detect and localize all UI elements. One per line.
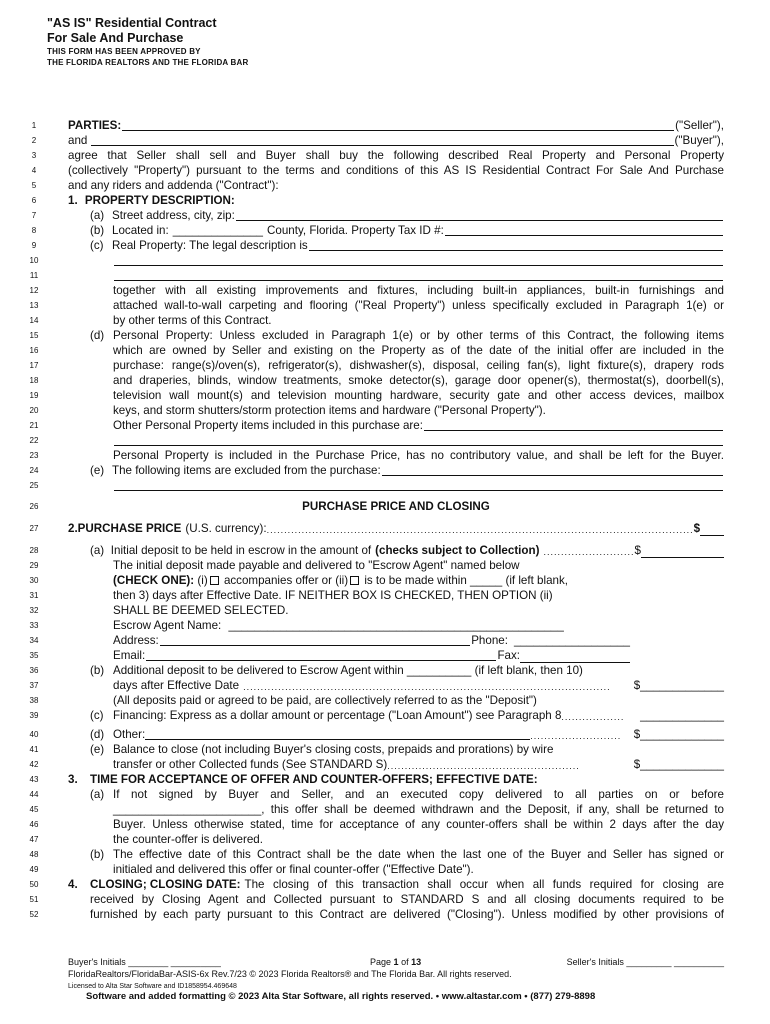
contract-line-22 <box>0 433 770 448</box>
contract-line-42: 42 transfer or other Collected funds (See STANDARD S) ....................................................... $ _____________ <box>0 757 770 772</box>
line-number: 1 <box>31 121 37 130</box>
page-of-label: of <box>401 957 409 967</box>
line-number: 34 <box>29 636 39 645</box>
checkbox-icon[interactable] <box>210 576 219 585</box>
approval-line: THE FLORIDA REALTORS AND THE FLORIDA BAR <box>47 58 249 67</box>
dollar-sign: $ <box>633 728 641 741</box>
line-number: 14 <box>29 316 39 325</box>
section-number: 2. <box>68 522 78 535</box>
form-title: "AS IS" Residential Contract <box>47 16 217 30</box>
financing-label: Financing: Express as a dollar amount or percentage ("Loan Amount") see Paragraph 8 <box>113 709 562 722</box>
form-header <box>47 16 248 68</box>
tax-id-field[interactable] <box>445 225 723 236</box>
other-description-field[interactable] <box>145 729 530 740</box>
phone-label: Phone: <box>471 634 508 647</box>
contract-line-45 <box>0 802 770 817</box>
contract-line-13 <box>0 298 770 313</box>
contract-line-26 <box>0 499 770 514</box>
line-number: 20 <box>29 406 39 415</box>
option-ii-text: is to be made within _____ (if left blank, <box>364 574 568 587</box>
contract-line-10 <box>0 253 770 268</box>
contract-text: keys, and storm shutters/storm protection items and hardware ("Personal Property"). <box>113 404 546 417</box>
buyer-name-field[interactable] <box>91 135 673 146</box>
contract-text: by other terms of this Contract. <box>113 314 272 327</box>
line-number: 26 <box>29 502 39 511</box>
item-label: (b) <box>90 848 105 861</box>
loan-amount-field[interactable]: _____________ <box>640 709 724 722</box>
located-in-label: Located in: <box>112 224 169 237</box>
contract-line-11 <box>0 268 770 283</box>
contract-line-27: 27 2. PURCHASE PRICE (U.S. currency): .......................................................................................................................... $ <box>0 521 770 536</box>
line-number: 52 <box>29 910 39 919</box>
line-number: 10 <box>29 256 39 265</box>
contract-line-24 <box>0 463 770 478</box>
line-number: 28 <box>29 546 39 555</box>
contract-line-28: 28 (a) Initial deposit to be held in escrow in the amount of (checks subject to Collection) .......................... $ <box>0 543 770 558</box>
address-field[interactable] <box>160 635 470 646</box>
contract-line-47 <box>0 832 770 847</box>
contract-text: television wall mount(s) and television mounting hardware, security gate and other access devices, mailbox <box>113 389 724 402</box>
contract-line-31 <box>0 588 770 603</box>
legal-description-field[interactable] <box>114 255 723 266</box>
balance-to-close-label: Balance to close (not including Buyer's closing costs, prepaids and prorations) by wire <box>113 743 554 756</box>
checkbox-icon[interactable] <box>350 576 359 585</box>
contract-line-2 <box>0 133 770 148</box>
item-label: (a) <box>90 209 105 222</box>
phone-field[interactable]: __________________ <box>513 634 630 647</box>
tax-id-label: County, Florida. Property Tax ID #: <box>267 224 444 237</box>
line-number: 12 <box>29 286 39 295</box>
contract-line-7 <box>0 208 770 223</box>
purchase-price-label: PURCHASE PRICE <box>77 522 182 535</box>
contract-line-30 <box>0 573 770 588</box>
escrow-agent-name-field[interactable]: ____________________________________________________ <box>228 619 564 632</box>
approval-line: THIS FORM HAS BEEN APPROVED BY <box>47 47 201 56</box>
line-number: 22 <box>29 436 39 445</box>
contract-text: Personal Property is included in the Purchase Price, has no contributory value, and shall be left for the Buyer. <box>113 449 724 462</box>
contract-text: transfer or other Collected funds (See STANDARD S) <box>113 758 388 771</box>
contract-line-39: 39 (c) Financing: Express as a dollar amount or percentage ("Loan Amount") see Paragraph 8 .................. _____________ <box>0 708 770 723</box>
contract-line-43 <box>0 772 770 787</box>
excluded-items-label: The following items are excluded from the purchase: <box>112 464 381 477</box>
section-heading-purchase-price-and-closing: PURCHASE PRICE AND CLOSING <box>302 500 490 513</box>
seller-name-field[interactable] <box>122 120 674 131</box>
contract-line-15 <box>0 328 770 343</box>
contract-text: furnished by each party pursuant to this Contract are delivered ("Closing"). Unless modified by other provisions of <box>90 908 724 921</box>
other-personal-property-field[interactable] <box>114 435 723 446</box>
contract-line-35 <box>0 648 770 663</box>
line-number: 30 <box>29 576 39 585</box>
line-number: 29 <box>29 561 39 570</box>
line-number: 40 <box>29 730 39 739</box>
fax-field[interactable] <box>520 652 630 663</box>
line-number: 25 <box>29 481 39 490</box>
excluded-items-field[interactable] <box>114 480 723 491</box>
contract-line-36 <box>0 663 770 678</box>
seller-initials[interactable]: Seller's Initials _________ __________ <box>566 957 724 967</box>
license-text: Licensed to Alta Star Software and ID1858954.469648 <box>68 983 237 990</box>
line-number: 6 <box>31 196 37 205</box>
line-number: 7 <box>31 211 37 220</box>
form-subtitle: For Sale And Purchase <box>47 31 184 45</box>
contract-text: The closing of this transaction shall occur when all funds required for closing are <box>244 878 724 891</box>
contract-line-1 <box>0 118 770 133</box>
contract-text: If not signed by Buyer and Seller, and an executed copy delivered to all parties on or before <box>113 788 724 801</box>
line-number: 13 <box>29 301 39 310</box>
contract-line-34 <box>0 633 770 648</box>
line-number: 38 <box>29 696 39 705</box>
contract-text: The effective date of this Contract shall be the date when the last one of the Buyer and Seller has signed or <box>113 848 724 861</box>
contract-line-32 <box>0 603 770 618</box>
check-one-label: (CHECK ONE): <box>113 574 195 587</box>
line-number: 2 <box>31 136 37 145</box>
contract-text: purchase: range(s)/oven(s), refrigerator(s), dishwasher(s), disposal, ceiling fan(s), light fixture(s), drapery rods <box>113 359 724 372</box>
section-number: 4. <box>68 878 78 891</box>
checks-subject-label: (checks subject to Collection) <box>375 544 540 557</box>
contract-text: Buyer. Unless otherwise stated, time for acceptance of any counter-offers shall be within 2 days after the day <box>113 818 724 831</box>
line-number: 17 <box>29 361 39 370</box>
line-number: 45 <box>29 805 39 814</box>
line-number: 23 <box>29 451 39 460</box>
contract-line-48 <box>0 847 770 862</box>
contract-line-9 <box>0 238 770 253</box>
initial-deposit-field[interactable] <box>641 546 724 558</box>
line-number: 42 <box>29 760 39 769</box>
section-heading-closing: CLOSING; CLOSING DATE: <box>90 878 241 891</box>
contract-line-40: 40 (d) Other: .......................... $ _____________ <box>0 727 770 742</box>
contract-line-44 <box>0 787 770 802</box>
contract-line-46 <box>0 817 770 832</box>
section-number: 3. <box>68 773 78 786</box>
contract-line-23 <box>0 448 770 463</box>
line-number: 33 <box>29 621 39 630</box>
item-label: (d) <box>90 329 105 342</box>
line-number: 21 <box>29 421 39 430</box>
line-number: 37 <box>29 681 39 690</box>
email-field[interactable] <box>146 650 496 661</box>
contract-line-6 <box>0 193 770 208</box>
other-personal-property-label: Other Personal Property items included in this purchase are: <box>113 419 423 432</box>
escrow-agent-name-label: Escrow Agent Name: <box>113 619 222 632</box>
line-number: 31 <box>29 591 39 600</box>
street-address-field[interactable] <box>236 210 723 221</box>
page-label: Page <box>370 957 392 967</box>
page-indicator <box>370 957 421 968</box>
line-number: 16 <box>29 346 39 355</box>
line-number: 49 <box>29 865 39 874</box>
option-i-label: (i) <box>197 574 208 587</box>
line-number: 39 <box>29 711 39 720</box>
line-number: 32 <box>29 606 39 615</box>
seller-label: ("Seller"), <box>675 119 724 132</box>
contract-line-25 <box>0 478 770 493</box>
line-number: 11 <box>29 271 39 280</box>
line-number: 8 <box>31 226 37 235</box>
excluded-items-field[interactable] <box>382 465 723 476</box>
line-number: 5 <box>31 181 37 190</box>
contract-text: (collectively "Property") pursuant to the terms and conditions of this AS IS Residential Contract For Sale And Purchase <box>68 164 724 177</box>
form-id: FloridaRealtors/FloridaBar-ASIS-6x Rev.7/23 © 2023 Florida Realtors® and The Florida Bar. All rights reserved. <box>68 969 512 979</box>
dollar-sign: $ <box>633 758 641 771</box>
line-number: 15 <box>29 331 39 340</box>
contract-text: received by Closing Agent and Collected pursuant to STANDARD S and all closing documents required to be <box>90 893 724 906</box>
line-number: 51 <box>29 895 39 904</box>
address-label: Address: <box>113 634 159 647</box>
line-number: 46 <box>29 820 39 829</box>
line-number: 41 <box>29 745 39 754</box>
contract-text: and draperies, blinds, window treatments, smoke detector(s), garage door opener(s), thermostat(s), doorbell(s), <box>113 374 724 387</box>
contract-text: which are owned by Seller and existing on the Property as of the date of the initial offer are included in the <box>113 344 724 357</box>
contract-text: (if left blank, then 10) <box>474 664 583 677</box>
line-number: 19 <box>29 391 39 400</box>
item-label: (a) <box>90 788 105 801</box>
page-total: 13 <box>411 957 422 967</box>
contract-line-38 <box>0 693 770 708</box>
contract-line-37: 37 days after Effective Date ......................................................................................................... $ _____________ <box>0 678 770 693</box>
item-label: (c) <box>90 239 104 252</box>
legal-description-field[interactable] <box>309 240 723 251</box>
county-field[interactable]: ______________ <box>172 224 264 237</box>
contract-line-52 <box>0 907 770 922</box>
contract-line-18 <box>0 373 770 388</box>
line-number: 27 <box>29 524 39 533</box>
contract-text: and any riders and addenda ("Contract"): <box>68 179 279 192</box>
contract-line-14 <box>0 313 770 328</box>
option-i-text: accompanies offer or (ii) <box>223 574 349 587</box>
item-label: (b) <box>90 664 105 677</box>
line-number: 9 <box>31 241 37 250</box>
contract-text: together with all existing improvements and fixtures, including built-in appliances, built-in furnishings and <box>113 284 724 297</box>
contract-line-41 <box>0 742 770 757</box>
email-label: Email: <box>113 649 146 662</box>
contract-text: The initial deposit made payable and delivered to "Escrow Agent" named below <box>113 559 520 572</box>
dollar-sign: $ <box>634 544 641 557</box>
dollar-sign: $ <box>633 679 641 692</box>
line-number: 3 <box>31 151 37 160</box>
contract-text: the counter-offer is delivered. <box>113 833 263 846</box>
software-credit: Software and added formatting © 2023 Alta Star Software, all rights reserved. • www.altastar.com • (877) 279-8898 <box>86 991 596 1002</box>
buyer-label: ("Buyer"), <box>674 134 724 147</box>
contract-line-49 <box>0 862 770 877</box>
contract-line-29 <box>0 558 770 573</box>
other-personal-property-field[interactable] <box>424 420 723 431</box>
item-label: (c) <box>90 709 104 722</box>
additional-deposit-label: Additional deposit to be delivered to Escrow Agent within <box>113 664 404 677</box>
contract-text: initialed and delivered this offer or final counter-offer ("Effective Date"). <box>113 863 474 876</box>
item-label: (d) <box>90 728 105 741</box>
line-number: 36 <box>29 666 39 675</box>
line-number: 44 <box>29 790 39 799</box>
line-number: 35 <box>29 651 39 660</box>
contract-line-51 <box>0 892 770 907</box>
legal-description-field[interactable] <box>114 270 723 281</box>
balance-to-close-field[interactable]: _____________ <box>640 758 724 771</box>
item-label: (e) <box>90 464 105 477</box>
line-number: 50 <box>29 880 39 889</box>
legal-description-label: Real Property: The legal description is <box>112 239 308 252</box>
contract-text: agree that Seller shall sell and Buyer shall buy the following described Real Property and Personal Property <box>68 149 724 162</box>
contract-line-21 <box>0 418 770 433</box>
contract-line-17 <box>0 358 770 373</box>
contract-line-5 <box>0 178 770 193</box>
contract-line-12 <box>0 283 770 298</box>
initial-deposit-label: Initial deposit to be held in escrow in the amount of <box>110 544 372 557</box>
page-number: 1 <box>393 957 399 967</box>
parties-label: PARTIES: <box>68 119 122 132</box>
additional-deposit-field[interactable]: _____________ <box>640 679 724 692</box>
other-amount-field[interactable]: _____________ <box>640 728 724 741</box>
fax-label: Fax: <box>497 649 520 662</box>
purchase-price-field[interactable] <box>700 524 724 536</box>
and-label: and <box>68 134 88 147</box>
contract-line-19 <box>0 388 770 403</box>
contract-line-33 <box>0 618 770 633</box>
line-number: 47 <box>29 835 39 844</box>
section-heading-time-for-acceptance: TIME FOR ACCEPTANCE OF OFFER AND COUNTER-OFFERS; EFFECTIVE DATE: <box>90 773 538 786</box>
line-number: 43 <box>29 775 39 784</box>
item-label: (b) <box>90 224 105 237</box>
line-number: 24 <box>29 466 39 475</box>
contract-line-50 <box>0 877 770 892</box>
contract-text: attached wall-to-wall carpeting and flooring ("Real Property") unless specifically excluded in Paragraph 1(e) or <box>113 299 724 312</box>
contract-line-3 <box>0 148 770 163</box>
contract-text: _______________________, this offer shall be deemed withdrawn and the Deposit, if any, shall be returned to <box>113 803 724 816</box>
item-label: (e) <box>90 743 105 756</box>
line-number: 48 <box>29 850 39 859</box>
days-after-label: days after Effective Date <box>113 679 240 692</box>
street-address-label: Street address, city, zip: <box>112 209 235 222</box>
line-number: 18 <box>29 376 39 385</box>
buyer-initials[interactable]: Buyer's Initials ________ __________ <box>68 957 221 967</box>
section-number: 1. <box>68 194 78 207</box>
contract-line-16 <box>0 343 770 358</box>
currency-label: (U.S. currency): <box>185 522 267 535</box>
item-label: (a) <box>90 544 105 557</box>
contract-text: Personal Property: Unless excluded in Paragraph 1(e) or by other terms of this Contract, the following items <box>113 329 724 342</box>
additional-deposit-days-field[interactable]: __________ <box>406 664 472 677</box>
line-number: 4 <box>31 166 37 175</box>
contract-line-8 <box>0 223 770 238</box>
contract-line-4 <box>0 163 770 178</box>
contract-text: then 3) days after Effective Date. IF NEITHER BOX IS CHECKED, THEN OPTION (ii) <box>113 589 553 602</box>
dollar-sign: $ <box>693 522 701 535</box>
contract-text: SHALL BE DEEMED SELECTED. <box>113 604 289 617</box>
contract-line-20 <box>0 403 770 418</box>
contract-text: (All deposits paid or agreed to be paid, are collectively referred to as the "Deposit") <box>113 694 537 707</box>
section-heading-property-description: PROPERTY DESCRIPTION: <box>84 194 235 207</box>
other-label: Other: <box>113 728 146 741</box>
